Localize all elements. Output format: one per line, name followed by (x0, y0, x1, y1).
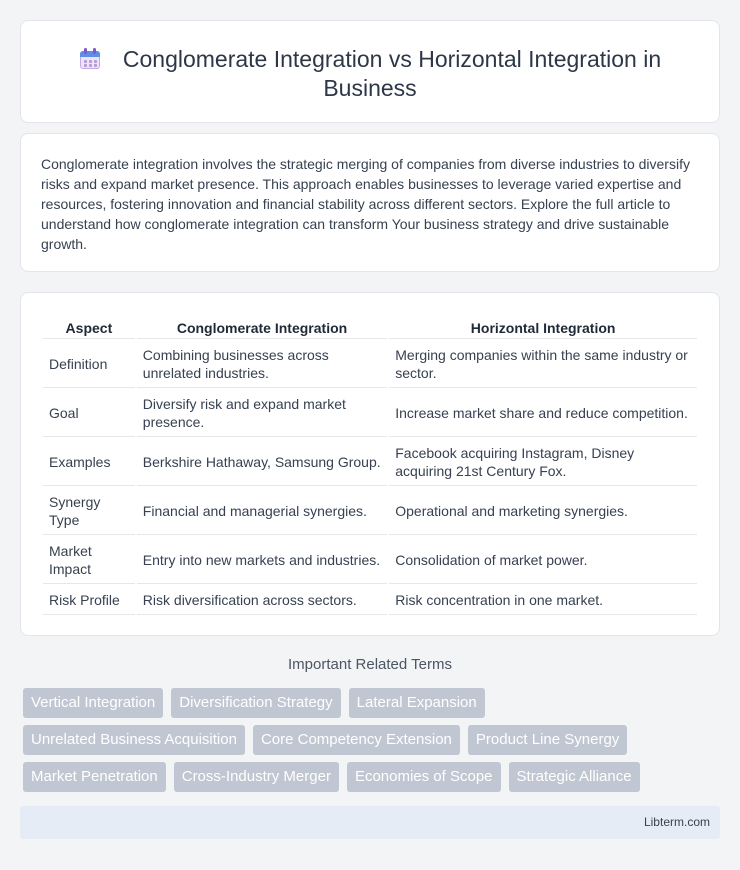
table-row (43, 537, 697, 584)
table-cell: Risk Profile (43, 586, 135, 615)
table-row (43, 439, 697, 486)
table-cell: Combining businesses across unrelated industries. (137, 341, 387, 388)
table-cell: Risk concentration in one market. (389, 586, 697, 615)
table-cell: Increase market share and reduce competition. (389, 390, 697, 437)
page-title-text: Conglomerate Integration vs Horizontal Integration in Business (122, 46, 662, 101)
table-cell: Market Impact (43, 537, 135, 584)
table-cell: Examples (43, 439, 135, 486)
table-row (43, 390, 697, 437)
table-cell: Goal (43, 390, 135, 437)
table-cell: Operational and marketing synergies. (389, 488, 697, 535)
related-term-tag[interactable]: Economies of Scope (347, 762, 501, 792)
table-cell: Financial and managerial synergies. (137, 488, 387, 535)
column-header: Horizontal Integration (389, 317, 697, 339)
related-term-tag[interactable]: Core Competency Extension (253, 725, 460, 755)
related-term-tag[interactable]: Lateral Expansion (349, 688, 485, 718)
table-header-row (43, 317, 697, 339)
footer (20, 806, 720, 839)
related-term-tag[interactable]: Product Line Synergy (468, 725, 627, 755)
column-header: Conglomerate Integration (137, 317, 387, 339)
table-cell: Risk diversification across sectors. (137, 586, 387, 615)
table-cell: Berkshire Hathaway, Samsung Group. (137, 439, 387, 486)
comparison-table (41, 315, 699, 617)
table-cell: Definition (43, 341, 135, 388)
related-terms-heading: Important Related Terms (288, 656, 452, 673)
related-terms-list (23, 688, 723, 799)
table-cell: Synergy Type (43, 488, 135, 535)
comparison-card (20, 292, 720, 636)
table-cell: Merging companies within the same industry or sector. (389, 341, 697, 388)
related-term-tag[interactable]: Strategic Alliance (509, 762, 640, 792)
table-cell: Entry into new markets and industries. (137, 537, 387, 584)
table-row (43, 341, 697, 388)
related-term-tag[interactable]: Market Penetration (23, 762, 166, 792)
footer-brand-link[interactable]: Libterm.com (643, 815, 710, 829)
intro-paragraph: Conglomerate integration involves the strategic merging of companies from diverse industries to diversify risks and expand market presence. This approach enables businesses to leverage varied expertise and resources, fostering innovation and financial stability across different sectors. Explore the full article to understand how conglomerate integration can transform Your business strategy and drive sustainable growth. (41, 156, 690, 252)
table-cell: Diversify risk and expand market presence. (137, 390, 387, 437)
table-cell: Facebook acquiring Instagram, Disney acquiring 21st Century Fox. (389, 439, 697, 486)
calendar-icon (79, 48, 101, 70)
table-row (43, 586, 697, 615)
related-term-tag[interactable]: Cross-Industry Merger (174, 762, 339, 792)
table-cell: Consolidation of market power. (389, 537, 697, 584)
related-term-tag[interactable]: Diversification Strategy (171, 688, 340, 718)
page-title (61, 45, 679, 103)
table-row (43, 488, 697, 535)
title-card (20, 20, 720, 123)
related-term-tag[interactable]: Vertical Integration (23, 688, 163, 718)
column-header: Aspect (43, 317, 135, 339)
related-term-tag[interactable]: Unrelated Business Acquisition (23, 725, 245, 755)
intro-card (20, 133, 720, 272)
